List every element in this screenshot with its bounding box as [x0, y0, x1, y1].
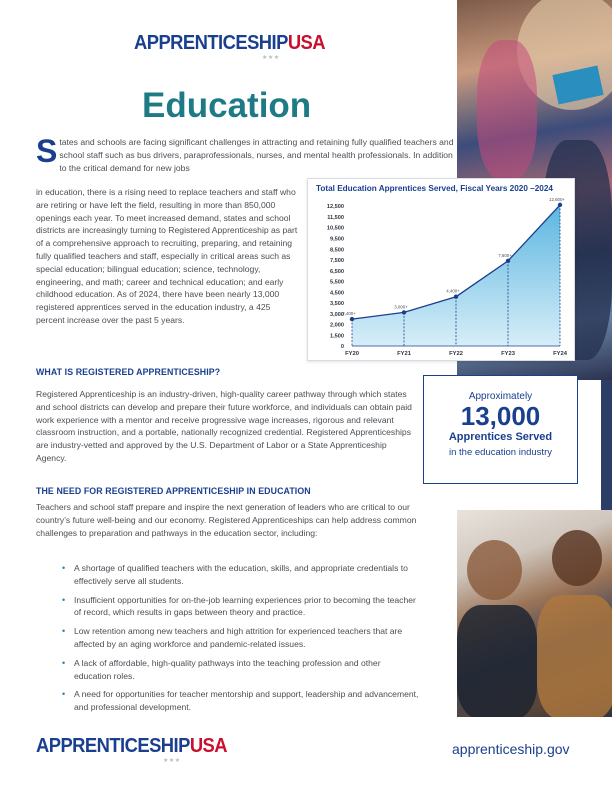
intro-text-narrow: in education, there is a rising need to replace teachers and staff who are retiring or have left the field, resulting in more than 850,000 openings each year. To meet increased demand, states and school districts are increasingly turning to Registered Apprenticeship as part of a comprehensive approach to recruiting, preparing, and retaining fully qualified teachers and staff, especially in critical areas such as special education; bilingual education; science, technology, engineering, and math; career and technical education; and early childhood education. As of 2024, there have been nearly 13,000 registered apprentices served in the education industry, a 425 percent increase over the past 5 years. [36, 187, 298, 325]
logo-stars: ★★★ [262, 55, 280, 61]
apprentices-chart [307, 178, 575, 361]
callout-approximately: Approximately [468, 391, 533, 402]
website-link[interactable]: apprenticeship.gov [452, 741, 570, 757]
data-point [506, 259, 510, 263]
y-tick-label: 7,500 [330, 258, 344, 265]
data-label: 2,400+ [342, 311, 356, 317]
data-point [350, 317, 354, 321]
apprenticeship-usa-logo [134, 32, 325, 55]
need-bullet-list [74, 562, 419, 720]
y-tick-label: 6,500 [330, 268, 344, 275]
y-tick-label: 3,000 [330, 311, 344, 318]
y-tick-label: 1,500 [330, 333, 344, 340]
x-tick-label: FY22 [449, 351, 463, 357]
data-point [558, 203, 562, 207]
apprenticeship-usa-footer-logo [36, 735, 227, 758]
list-item: • Insufficient opportunities for on-the-job learning experiences prior to becoming the teacher of record, which results in gaps between theory and practice. [74, 594, 419, 620]
callout-industry: in the education industry [449, 447, 552, 458]
y-tick-label: 8,500 [330, 247, 344, 254]
data-label: 7,600+ [498, 252, 512, 258]
side-accent-bar [601, 380, 612, 510]
stat-callout [423, 375, 578, 484]
need-text: Teachers and school staff prepare and inspire the next generation of leaders who are critical to our country’s future well-being and our economy. Registered Apprenticeships can help address common challenges to preparation and pathways in the education sector, including: [36, 502, 417, 538]
callout-apprentices-served: Apprentices Served [448, 431, 553, 443]
data-point [454, 295, 458, 299]
intro-text-wide: tates and schools are facing significant challenges in attracting and retaining fully qualified teachers and school staff such as bus drivers, paraprofessionals, nurses, and mental health professionals. In addition to the critical demand for new jobs [59, 137, 454, 173]
x-tick-label: FY20 [345, 351, 359, 357]
what-heading: WHAT IS REGISTERED APPRENTICESHIP? [36, 367, 221, 377]
y-tick-label: 10,500 [326, 225, 344, 232]
callout-number: 13,000 [460, 401, 541, 431]
need-heading: THE NEED FOR REGISTERED APPRENTICESHIP IN EDUCATION [36, 486, 311, 496]
list-item: • A need for opportunities for teacher mentorship and support, leadership and advancement, and professional development. [74, 688, 419, 714]
intro-dropcap: S [36, 133, 58, 169]
list-item: • A lack of affordable, high-quality pathways into the teaching profession and other education roles. [74, 657, 419, 683]
y-tick-label: 5,500 [330, 279, 344, 286]
x-tick-label: FY24 [553, 351, 567, 357]
y-tick-label: 9,500 [330, 236, 344, 243]
footer-logo-text-apprenticeship: APPRENTICESHIP [36, 735, 190, 757]
y-tick-label: 0 [340, 344, 344, 351]
data-label: 3,000+ [394, 304, 408, 310]
y-tick-label: 3,500 [330, 301, 344, 308]
logo-text-apprenticeship: APPRENTICESHIP [134, 32, 288, 54]
data-point [402, 310, 406, 314]
logo-text-usa: USA [287, 32, 326, 54]
list-item: • A shortage of qualified teachers with the education, skills, and appropriate credentials to effectively serve all students. [74, 562, 419, 588]
y-tick-label: 11,500 [327, 214, 344, 221]
list-item: • Low retention among new teachers and high attrition for experienced teachers that are affected by an aging workforce and pandemic-related issues. [74, 625, 419, 651]
what-text: Registered Apprenticeship is an industry-driven, high-quality career pathway through which states and school districts can develop and prepare their future workforce, and individuals can obtain paid work experience with a mentor and receive progressive wage increases, rigorous and relevant classroom instruction, and a portable, nationally recognized credential. Registered Apprenticeships are industry-vetted and approved by the U.S. Department of Labor or a State Apprenticeship Agency. [36, 389, 412, 463]
y-tick-label: 4,500 [330, 290, 344, 297]
y-tick-label: 12,500 [326, 204, 344, 211]
footer-logo-stars: ★★★ [163, 758, 181, 764]
footer-logo-text-usa: USA [189, 735, 228, 757]
y-tick-label: 2,000 [330, 322, 344, 329]
x-tick-label: FY23 [501, 351, 515, 357]
data-label: 4,400+ [446, 288, 460, 294]
teachers-photo-bottom [457, 510, 612, 717]
chart-svg [308, 179, 576, 362]
page-title: Education [142, 86, 312, 125]
chart-title: Total Education Apprentices Served, Fiscal Years 2020 –2024 [316, 184, 553, 193]
x-tick-label: FY21 [397, 351, 411, 357]
intro-paragraph [36, 133, 454, 174]
data-label: 12,600+ [549, 196, 565, 202]
